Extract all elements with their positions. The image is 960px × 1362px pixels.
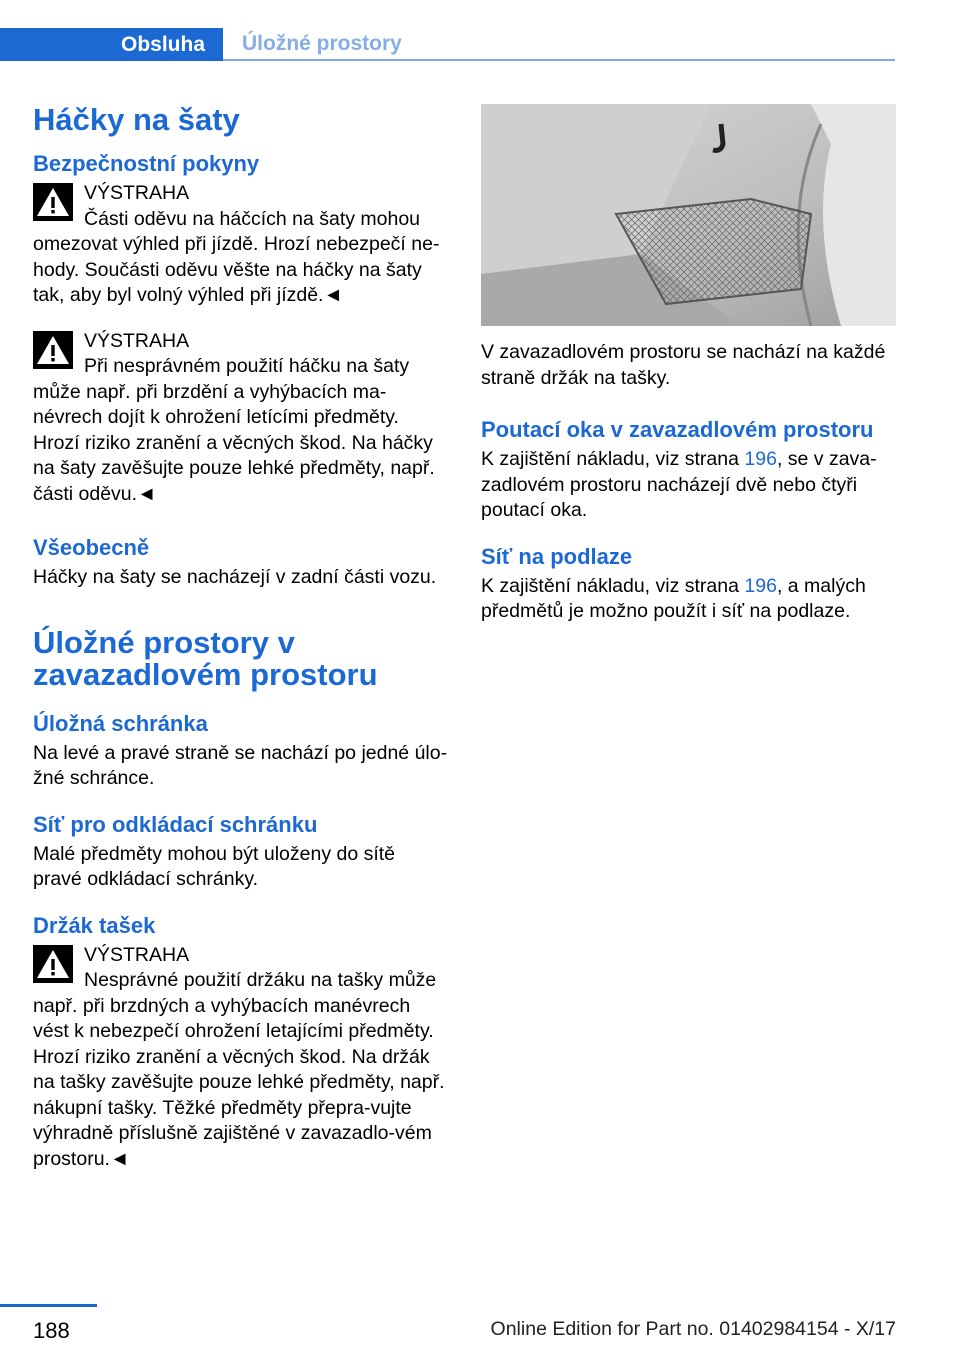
tab-ulozne-prostory[interactable]: Úložné prostory	[223, 28, 895, 61]
warning-text: Nesprávné použití držáku na tašky může např. při brzdných a vyhýbacích manévrech vést k nebezpečí ohrožení letajícími předměty. Hrozí riziko zranění a věcných škod. Na držák na tašky zavěšujte pouze lehké předměty, např. nákupní tašky. Těžké předměty přepra‐vujte výhradně příslušně zajištěné v zavazadlo‐vém prostoru.◄	[33, 969, 445, 1170]
trunk-bag-holder-photo	[481, 104, 896, 326]
net-heading: Síť pro odkládací schránku	[33, 811, 318, 837]
box-text: Na levé a pravé straně se nachází po jedné úlo‐žné schránce.	[33, 741, 448, 789]
floor-net-heading: Síť na podlaze	[481, 543, 633, 569]
warning-triangle-icon	[33, 945, 73, 983]
floor-text-b: , a malých předmětů je možno použít i síť na podlaze.	[481, 574, 866, 622]
floor-page-link[interactable]: 196	[744, 574, 777, 597]
section-title-storage: Úložné prostory v zavazadlovém prostoru	[33, 624, 378, 692]
warning-title: VÝSTRAHA	[84, 182, 190, 204]
tiedown-text	[481, 447, 896, 524]
photo-caption: V zavazadlovém prostoru se nachází na každé straně držák na tašky.	[481, 341, 886, 389]
header-tabs	[0, 28, 895, 61]
tab-obsluha[interactable]: Obsluha	[0, 28, 223, 61]
edition-text: Online Edition for Part no. 01402984154 - X/17	[490, 1318, 896, 1340]
warning-text: Při nesprávném použití háčku na šaty může např. při brzdění a vyhýbacích ma‐névrech dojít k ohrožení letícími předměty. Hrozí riziko zranění a věcných škod. Na háčky na šaty zavěšujte pouze lehké předměty, např. části oděvu.◄	[33, 355, 435, 505]
warning-title: VÝSTRAHA	[84, 329, 190, 352]
warning-triangle-icon	[33, 183, 73, 221]
net-text: Malé předměty mohou být uloženy do sítě pravé odkládací schránky.	[33, 842, 396, 890]
tiedown-heading: Poutací oka v zavazadlovém prostoru	[481, 417, 874, 442]
warning-text: Části oděvu na háčcích na šaty mohou omezovat výhled při jízdě. Hrozí nebezpečí ne‐hody. Součásti oděvu věšte na háčky na šaty tak, aby byl volný výhled při jízdě.◄	[33, 207, 440, 306]
floor-text-a: K zajištění nákladu, viz strana	[481, 574, 745, 597]
page-number: 188	[33, 1318, 70, 1343]
warning-block-1	[33, 181, 448, 309]
footer-accent-line	[0, 1304, 97, 1307]
general-heading: Všeobecně	[33, 535, 150, 560]
tiedown-text-b: , se v zava‐zadlovém prostoru nacházejí dvě nebo čtyři poutací oka.	[481, 448, 877, 521]
warning-title: VÝSTRAHA	[84, 943, 190, 966]
tiedown-text-a: K zajištění nákladu, viz strana	[481, 448, 745, 470]
floor-net-text	[481, 574, 896, 625]
left-column	[33, 100, 448, 1192]
tiedown-page-link[interactable]: 196	[744, 448, 777, 470]
general-text: Háčky na šaty se nacházejí v zadní části vozu.	[33, 566, 437, 588]
safety-heading: Bezpečnostní pokyny	[33, 151, 260, 176]
warning-triangle-icon	[33, 331, 73, 369]
warning-block-3	[33, 943, 448, 1173]
right-column	[481, 104, 896, 645]
bag-holder-heading: Držák tašek	[33, 912, 156, 938]
warning-block-2	[33, 329, 448, 508]
box-heading: Úložná schránka	[33, 710, 208, 736]
section-title-hacky: Háčky na šaty	[33, 102, 240, 137]
